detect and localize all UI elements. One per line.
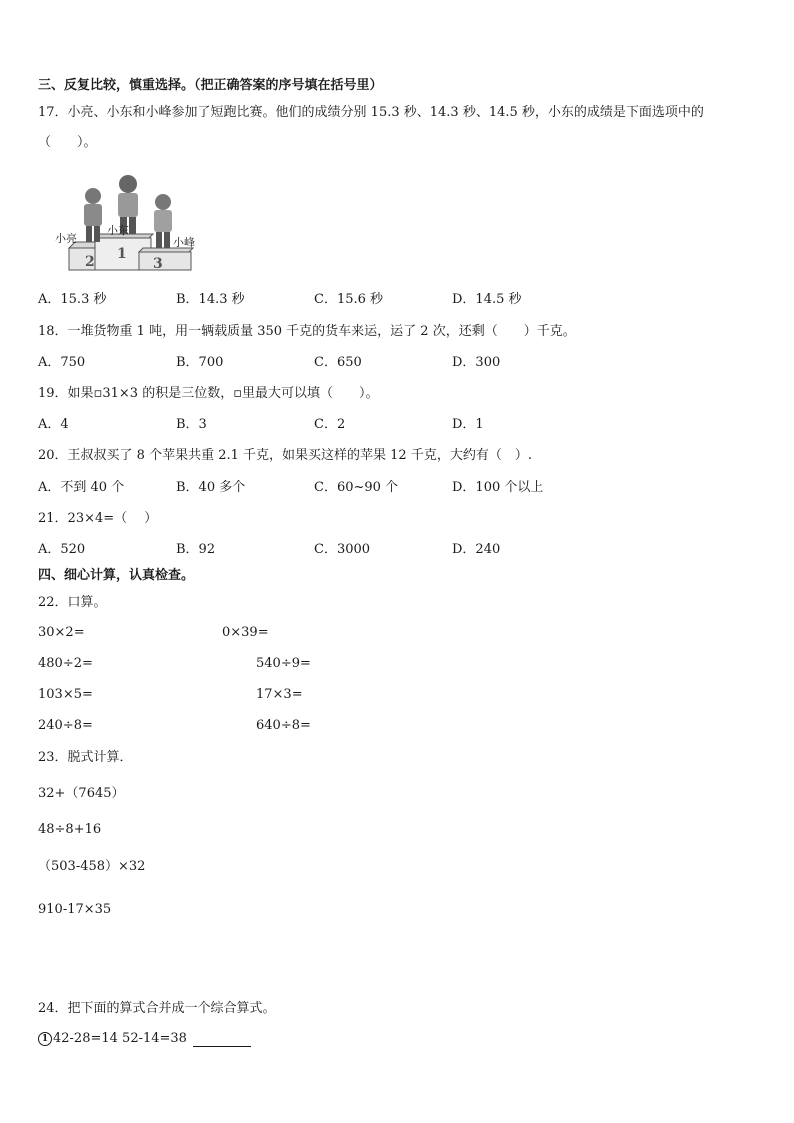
- q21-option-b: B．92: [176, 542, 216, 557]
- q18-option-c: C．650: [314, 355, 362, 370]
- q18-text: 18．一堆货物重 1 吨，用一辆载质量 350 千克的货车来运，运了 2 次，还剩（ ）千克。: [38, 324, 576, 339]
- q23-item-1: 32+（7645）: [38, 786, 125, 801]
- q20-option-d: D．100 个以上: [452, 480, 544, 495]
- q22-item-right-3: 17×3=: [256, 687, 303, 702]
- q19-option-d: D．1: [452, 417, 484, 432]
- podium-figure: [55, 166, 205, 274]
- q22-item-right-2: 540÷9=: [256, 656, 311, 671]
- q17-option-c: C．15.6 秒: [314, 292, 384, 307]
- q19-text: 19．如果▫31×3 的积是三位数，▫里最大可以填（ ）。: [38, 386, 379, 401]
- q23-title: 23．脱式计算．: [38, 750, 133, 765]
- q21-text: 21．23×4=（ ）: [38, 511, 158, 526]
- q22-item-left-1: 30×2=: [38, 625, 85, 640]
- label-xiaoliang: 小亮: [55, 232, 77, 245]
- q17-answer-bracket: （ ）。: [38, 135, 97, 150]
- label-xiaofeng: 小峰: [173, 236, 195, 249]
- podium-number-2: 2: [85, 254, 95, 270]
- q18-option-b: B．700: [176, 355, 224, 370]
- q18-option-d: D．300: [452, 355, 501, 370]
- podium-number-1: 1: [117, 246, 127, 262]
- q17-option-b: B．14.3 秒: [176, 292, 245, 307]
- section4-heading: 四、细心计算，认真检查。: [38, 568, 195, 583]
- q23-item-2: 48÷8+16: [38, 822, 102, 837]
- q17-option-a: A．15.3 秒: [38, 292, 107, 307]
- q17-option-d: D．14.5 秒: [452, 292, 522, 307]
- q21-option-a: A．520: [38, 542, 86, 557]
- answer-blank[interactable]: [193, 1034, 251, 1047]
- q21-option-c: C．3000: [314, 542, 371, 557]
- q22-item-right-4: 640÷8=: [256, 718, 311, 733]
- circled-number-1: 1: [38, 1032, 52, 1046]
- q20-text: 20．王叔叔买了 8 个苹果共重 2.1 千克，如果买这样的苹果 12 千克，大约有（ ）.: [38, 448, 532, 463]
- q22-title: 22．口算。: [38, 595, 107, 610]
- q23-item-4: 910-17×35: [38, 902, 112, 917]
- q19-option-a: A．4: [38, 417, 69, 432]
- q17-text: 17．小亮、小东和小峰参加了短跑比赛。他们的成绩分别 15.3 秒、14.3 秒、14.5 秒，小东的成绩是下面选项中的: [38, 105, 704, 120]
- q24-expression: 42-28=14 52-14=38: [53, 1031, 187, 1046]
- q21-option-d: D．240: [452, 542, 501, 557]
- q19-option-c: C．2: [314, 417, 346, 432]
- q22-item-left-2: 480÷2=: [38, 656, 93, 671]
- q22-item-right-1: 0×39=: [222, 625, 269, 640]
- q24-title: 24．把下面的算式合并成一个综合算式。: [38, 1001, 276, 1016]
- q19-option-b: B．3: [176, 417, 207, 432]
- q24-item: [38, 1031, 251, 1047]
- q20-option-c: C．60~90 个: [314, 480, 399, 495]
- q23-item-3: （503-458）×32: [38, 859, 146, 874]
- q18-option-a: A．750: [38, 355, 86, 370]
- q22-item-left-4: 240÷8=: [38, 718, 93, 733]
- label-xiaodong: 小东: [107, 224, 129, 237]
- q22-item-left-3: 103×5=: [38, 687, 93, 702]
- podium-number-3: 3: [153, 256, 163, 272]
- q20-option-a: A．不到 40 个: [38, 480, 125, 495]
- section3-heading: 三、反复比较，慎重选择。（把正确答案的序号填在括号里）: [38, 78, 383, 93]
- q20-option-b: B．40 多个: [176, 480, 246, 495]
